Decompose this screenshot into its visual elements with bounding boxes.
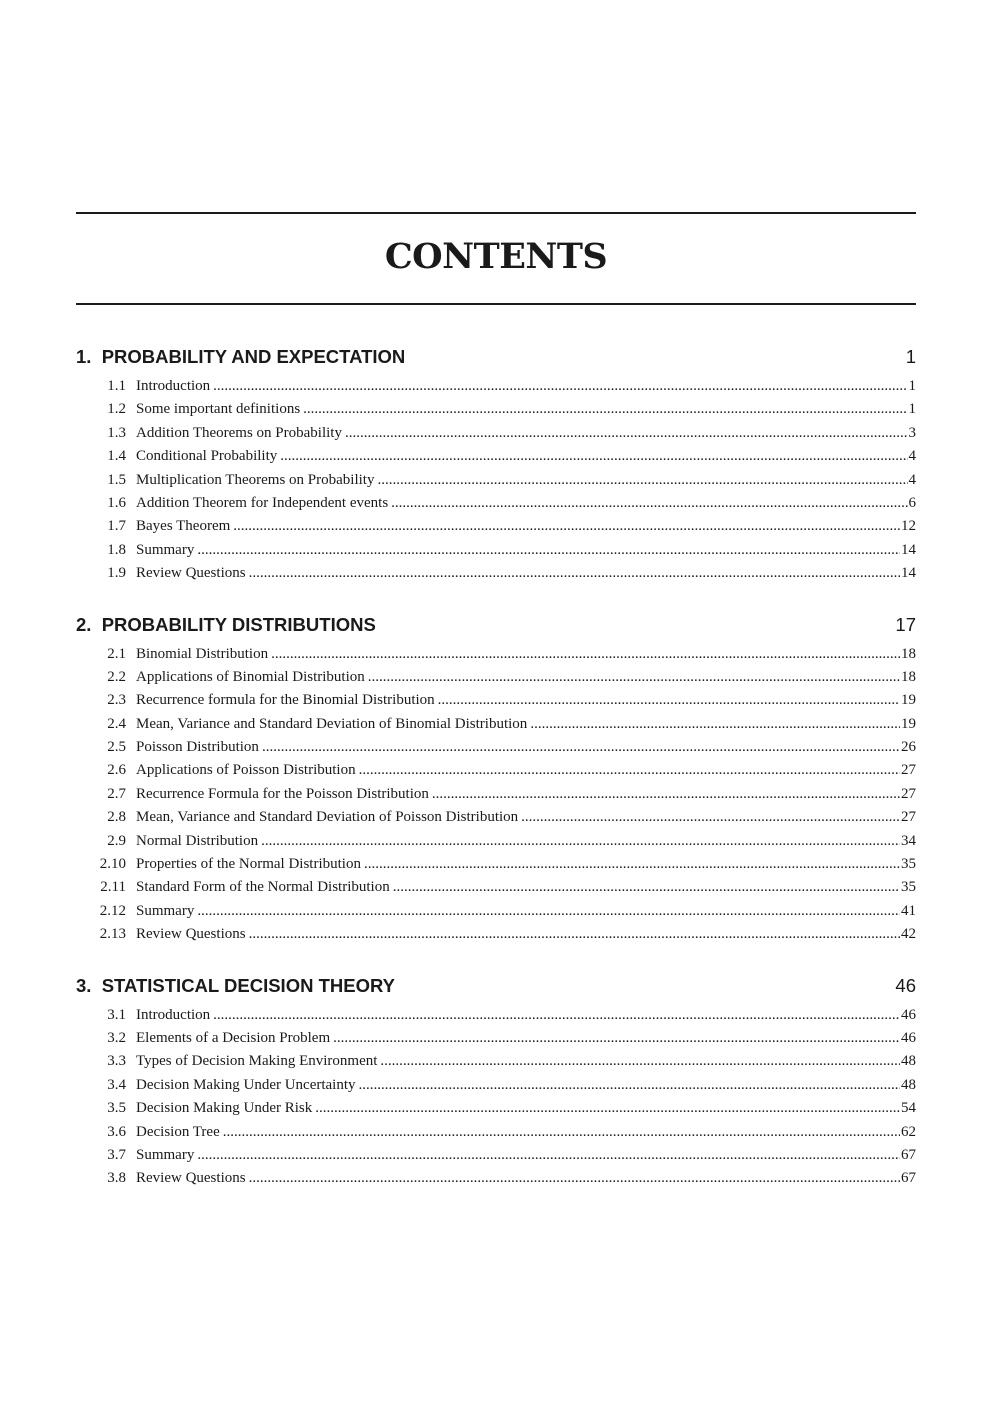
section-number: 2.3 (107, 692, 126, 709)
dot-leader (249, 562, 900, 585)
dot-leader (197, 539, 900, 562)
chapter-title-text: STATISTICAL DECISION THEORY (101, 974, 395, 996)
chapter-title (76, 342, 405, 372)
section-page-number: 48 (901, 1076, 916, 1093)
dot-leader (521, 806, 900, 829)
section-number: 1.8 (107, 541, 126, 558)
section-page-number: 46 (901, 1029, 916, 1046)
section-number: 2.6 (107, 762, 126, 779)
toc-entry[interactable] (76, 375, 916, 398)
section-page-number: 1 (908, 401, 916, 418)
section-title: Mean, Variance and Standard Deviation of Binomial Distribution (136, 715, 528, 732)
section-title: Summary (136, 902, 195, 919)
dot-leader (359, 1074, 900, 1097)
toc-entry[interactable] (76, 398, 916, 421)
section-number: 3.3 (107, 1053, 126, 1070)
chapter-title-text: PROBABILITY DISTRIBUTIONS (101, 613, 376, 635)
section-page-number: 14 (901, 565, 916, 582)
section-page-number: 48 (901, 1053, 916, 1070)
dot-leader (438, 689, 900, 712)
section-number: 3.4 (107, 1076, 126, 1093)
section-title: Properties of the Normal Distribution (136, 856, 361, 873)
section-page-number: 3 (908, 424, 916, 441)
section-page-number: 46 (901, 1006, 916, 1023)
toc-entry[interactable] (76, 445, 916, 468)
section-title: Review Questions (136, 926, 246, 943)
section-title: Summary (136, 1146, 195, 1163)
chapter-number: 1. (76, 346, 92, 367)
section-number: 2.7 (107, 785, 126, 802)
dot-leader (333, 1027, 900, 1050)
section-page-number: 4 (908, 471, 916, 488)
section-title: Standard Form of the Normal Distribution (136, 879, 390, 896)
toc-entry[interactable] (76, 736, 916, 759)
section-list (76, 375, 916, 586)
toc-entry[interactable] (76, 1097, 916, 1120)
section-number: 2.2 (107, 668, 126, 685)
toc-entry[interactable] (76, 515, 916, 538)
toc-entry[interactable] (76, 1121, 916, 1144)
section-page-number: 67 (901, 1170, 916, 1187)
dot-leader (197, 900, 900, 923)
chapter-page-number: 17 (895, 613, 916, 635)
section-number: 1.2 (107, 401, 126, 418)
bottom-rule (76, 303, 916, 305)
section-page-number: 4 (908, 448, 916, 465)
chapter-2 (76, 610, 916, 947)
section-number: 1.3 (107, 424, 126, 441)
dot-leader (377, 469, 907, 492)
section-page-number: 35 (901, 879, 916, 896)
chapter-page-number: 46 (895, 974, 916, 996)
section-page-number: 27 (901, 809, 916, 826)
chapter-3 (76, 971, 916, 1191)
section-list (76, 1004, 916, 1191)
section-title: Multiplication Theorems on Probability (136, 471, 375, 488)
chapter-number: 2. (76, 613, 92, 635)
chapter-heading[interactable] (76, 342, 916, 372)
section-number: 3.7 (107, 1146, 126, 1163)
toc-entry[interactable] (76, 806, 916, 829)
toc-entry[interactable] (76, 783, 916, 806)
toc-entry[interactable] (76, 1050, 916, 1073)
section-title: Decision Tree (136, 1123, 220, 1140)
section-number: 3.8 (107, 1170, 126, 1187)
section-page-number: 18 (901, 668, 916, 685)
section-title: Mean, Variance and Standard Deviation of Poisson Distribution (136, 809, 519, 826)
section-number: 1.7 (107, 518, 126, 535)
toc-entry[interactable] (76, 562, 916, 585)
dot-leader (368, 666, 900, 689)
section-number: 2.9 (107, 832, 126, 849)
dot-leader (380, 1050, 900, 1073)
chapter-number: 3. (76, 974, 92, 996)
dot-leader (393, 876, 900, 899)
toc-entry[interactable] (76, 1074, 916, 1097)
toc-entry[interactable] (76, 1167, 916, 1190)
dot-leader (391, 492, 907, 515)
section-page-number: 34 (901, 832, 916, 849)
dot-leader (432, 783, 900, 806)
page-title: CONTENTS (384, 236, 608, 277)
section-title: Applications of Poisson Distribution (136, 762, 356, 779)
section-number: 2.10 (99, 856, 126, 873)
chapter-list (76, 342, 916, 1215)
section-number: 1.1 (107, 378, 126, 394)
section-page-number: 62 (901, 1123, 916, 1140)
section-number: 2.5 (107, 739, 126, 756)
section-number: 3.6 (107, 1123, 126, 1140)
dot-leader (364, 853, 900, 876)
section-number: 1.6 (107, 494, 126, 511)
section-title: Review Questions (136, 565, 246, 582)
dot-leader (280, 445, 907, 468)
section-page-number: 27 (901, 762, 916, 779)
section-number: 3.5 (107, 1100, 126, 1117)
section-title: Recurrence Formula for the Poisson Distribution (136, 785, 429, 802)
dot-leader (315, 1097, 900, 1120)
section-number: 1.4 (107, 448, 126, 465)
dot-leader (530, 713, 900, 736)
dot-leader (262, 736, 900, 759)
section-title: Binomial Distribution (136, 645, 269, 662)
toc-entry[interactable] (76, 900, 916, 923)
dot-leader (213, 375, 907, 398)
dot-leader (223, 1121, 900, 1144)
section-number: 1.9 (107, 565, 126, 582)
section-title: Addition Theorem for Independent events (136, 494, 389, 511)
section-title: Summary (136, 541, 195, 558)
section-page-number: 19 (901, 715, 916, 732)
section-page-number: 27 (901, 785, 916, 802)
toc-entry[interactable] (76, 876, 916, 899)
chapter-title (76, 610, 376, 640)
section-title: Normal Distribution (136, 832, 259, 849)
section-page-number: 54 (901, 1100, 916, 1117)
top-rule (76, 212, 916, 214)
chapter-page-number: 1 (905, 346, 916, 367)
dot-leader (303, 398, 907, 421)
toc-entry[interactable] (76, 923, 916, 946)
toc-entry[interactable] (76, 853, 916, 876)
section-page-number: 18 (901, 645, 916, 662)
toc-entry[interactable] (76, 713, 916, 736)
section-number: 2.8 (107, 809, 126, 826)
dot-leader (345, 422, 908, 445)
toc-entry[interactable] (76, 666, 916, 689)
section-number: 3.1 (107, 1006, 126, 1023)
section-title: Poisson Distribution (136, 739, 259, 756)
toc-entry[interactable] (76, 539, 916, 562)
toc-entry[interactable] (76, 1004, 916, 1027)
section-page-number: 6 (908, 494, 916, 511)
dot-leader (197, 1144, 900, 1167)
toc-entry[interactable] (76, 1144, 916, 1167)
section-number: 3.2 (107, 1029, 126, 1046)
section-number: 1.5 (107, 471, 126, 488)
chapter-title-text: PROBABILITY AND EXPECTATION (101, 346, 406, 367)
section-page-number: 42 (901, 926, 916, 943)
chapter-1 (76, 342, 916, 586)
section-title: Decision Making Under Risk (136, 1100, 313, 1117)
section-title: Elements of a Decision Problem (136, 1029, 331, 1046)
toc-entry[interactable] (76, 830, 916, 853)
toc-entry[interactable] (76, 643, 916, 666)
section-title: Types of Decision Making Environment (136, 1053, 378, 1070)
section-title: Introduction (136, 1006, 211, 1023)
section-list (76, 643, 916, 947)
section-page-number: 1 (908, 378, 916, 394)
dot-leader (271, 643, 900, 666)
section-number: 2.1 (107, 645, 126, 662)
section-page-number: 14 (901, 541, 916, 558)
section-number: 2.4 (107, 715, 126, 732)
section-page-number: 19 (901, 692, 916, 709)
dot-leader (249, 923, 900, 946)
toc-entry[interactable] (76, 759, 916, 782)
toc-entry[interactable] (76, 689, 916, 712)
toc-entry[interactable] (76, 422, 916, 445)
section-number: 2.13 (99, 926, 126, 943)
dot-leader (359, 759, 900, 782)
section-page-number: 35 (901, 856, 916, 873)
section-page-number: 67 (901, 1146, 916, 1163)
section-title: Some important definitions (136, 401, 301, 418)
dot-leader (261, 830, 900, 853)
chapter-heading[interactable] (76, 610, 916, 640)
section-page-number: 12 (901, 518, 916, 535)
section-title: Applications of Binomial Distribution (136, 668, 365, 685)
section-title: Decision Making Under Uncertainty (136, 1076, 356, 1093)
chapter-title (76, 971, 395, 1001)
toc-entry[interactable] (76, 1027, 916, 1050)
section-title: Addition Theorems on Probability (136, 424, 342, 441)
toc-entry[interactable] (76, 469, 916, 492)
dot-leader (213, 1004, 900, 1027)
section-title: Recurrence formula for the Binomial Distribution (136, 692, 435, 709)
toc-entry[interactable] (76, 492, 916, 515)
chapter-heading[interactable] (76, 971, 916, 1001)
section-page-number: 41 (901, 902, 916, 919)
section-number: 2.11 (100, 879, 126, 896)
section-title: Introduction (136, 378, 211, 394)
dot-leader (249, 1167, 900, 1190)
section-title: Review Questions (136, 1170, 246, 1187)
section-page-number: 26 (901, 739, 916, 756)
section-title: Conditional Probability (136, 448, 278, 465)
section-title: Bayes Theorem (136, 518, 231, 535)
section-number: 2.12 (99, 902, 126, 919)
dot-leader (233, 515, 900, 538)
